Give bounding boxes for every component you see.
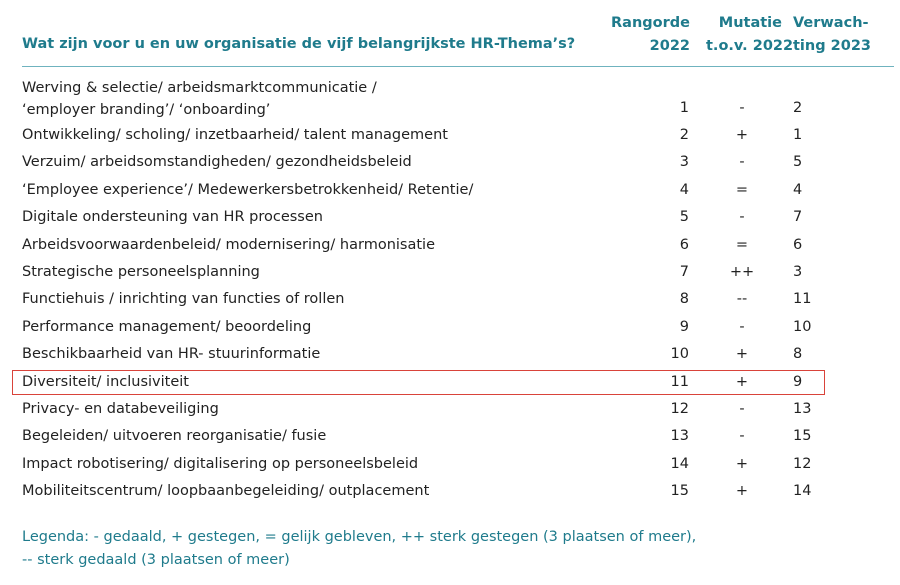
table-row [0,423,900,450]
mutation-cell: = [735,181,749,198]
table-row [0,232,900,259]
topic-cell: Impact robotisering/ digitalisering op personeelsbeleid [22,455,419,472]
table-row [0,478,900,505]
topic-cell: Strategische personeelsplanning [22,263,260,280]
table-row [0,451,900,478]
rank-cell: 9 [679,318,689,335]
topic-cell: Begeleiden/ uitvoeren reorganisatie/ fusie [22,428,327,445]
mutation-cell: - [739,318,745,335]
table-row [0,204,900,231]
rank-cell: 2 [679,126,689,143]
topic-cell: ‘Employee experience’/ Medewerkersbetrokkenheid/ Retentie/ [22,181,474,198]
legend-line-1: Legenda: - gedaald, + gestegen, = gelijk gebleven, ++ sterk gestegen (3 plaatsen of meer), [22,529,697,545]
mutation-cell: - [739,209,745,226]
topic-cell: Werving & selectie/ arbeidsmarktcommunicatie / ‘employer branding’/ ‘onboarding’ [22,80,377,118]
table-row [0,74,900,122]
column-header-rank [610,12,690,58]
mutation-cell: = [735,236,749,253]
mutation-cell: + [735,346,749,363]
expectation-cell: 5 [793,154,803,171]
rank-cell: 7 [679,263,689,280]
mutation-cell: - [739,428,745,445]
mutation-cell: + [735,126,749,143]
expectation-cell: 10 [793,318,812,335]
column-header-mutation-line-2: t.o.v. 2022 [706,38,794,54]
column-header-expectation [793,12,883,58]
expectation-cell: 2 [793,99,803,116]
rank-cell: 5 [679,209,689,226]
column-header-rank-line-1: Rangorde [611,15,690,31]
topic-cell: Performance management/ beoordeling [22,318,312,335]
column-header-expectation-line-2: ting 2023 [793,38,872,54]
column-header-mutation [706,12,794,58]
rank-cell: 10 [670,346,689,363]
expectation-cell: 8 [793,346,803,363]
expectation-cell: 6 [793,236,803,253]
mutation-cell: -- [736,291,748,308]
expectation-cell: 11 [793,291,812,308]
rank-cell: 11 [670,373,689,390]
topic-cell: Verzuim/ arbeidsomstandigheden/ gezondheidsbeleid [22,154,412,171]
rank-cell: 12 [670,400,689,417]
expectation-cell: 7 [793,209,803,226]
rank-cell: 14 [670,455,689,472]
mutation-cell: + [735,373,749,390]
topic-cell: Ontwikkeling/ scholing/ inzetbaarheid/ talent management [22,127,448,143]
table-row [0,396,900,423]
topic-cell: Functiehuis / inrichting van functies of rollen [22,291,345,308]
column-header-mutation-line-1: Mutatie [718,15,782,31]
expectation-cell: 12 [793,455,812,472]
expectation-cell: 14 [793,483,812,500]
table-header [0,0,900,66]
legend [22,526,882,572]
table-row [0,314,900,341]
rank-cell: 15 [670,483,689,500]
rank-cell: 6 [679,236,689,253]
expectation-cell: 15 [793,428,812,445]
topic-cell: Privacy- en databeveiliging [22,400,219,417]
question-heading: Wat zijn voor u en uw organisatie de vijf belangrijkste HR-Thema’s? [22,36,576,52]
expectation-cell: 1 [793,126,803,143]
mutation-cell: ++ [729,263,755,280]
legend-line-2: -- sterk gedaald (3 plaatsen of meer) [22,552,290,568]
rank-cell: 8 [679,291,689,308]
table-row [0,149,900,176]
expectation-cell: 4 [793,181,803,198]
expectation-cell: 13 [793,400,812,417]
mutation-cell: + [735,483,749,500]
topic-cell: Beschikbaarheid van HR- stuurinformatie [22,346,321,363]
topic-cell: Mobiliteitscentrum/ loopbaanbegeleiding/ outplacement [22,483,430,500]
mutation-cell: - [739,154,745,171]
topic-cell: Arbeidsvoorwaardenbeleid/ modernisering/ harmonisatie [22,236,436,253]
table-body [0,74,900,505]
mutation-cell: + [735,455,749,472]
column-header-expectation-line-1: Verwach- [793,15,869,31]
table-row [0,341,900,368]
topic-cell: Digitale ondersteuning van HR processen [22,209,323,226]
header-divider [22,66,894,67]
table-row [0,286,900,313]
rank-cell: 4 [679,181,689,198]
mutation-cell: - [739,99,745,116]
rank-cell: 13 [670,428,689,445]
column-header-rank-line-2: 2022 [649,38,690,54]
table-row [0,259,900,286]
table-row [0,122,900,149]
mutation-cell: - [739,400,745,417]
rank-cell: 1 [679,99,689,116]
table-row [0,177,900,204]
expectation-cell: 3 [793,263,803,280]
topic-cell: Diversiteit/ inclusiviteit [22,373,189,390]
table-row-highlighted [0,369,900,396]
rank-cell: 3 [679,154,689,171]
expectation-cell: 9 [793,373,803,390]
